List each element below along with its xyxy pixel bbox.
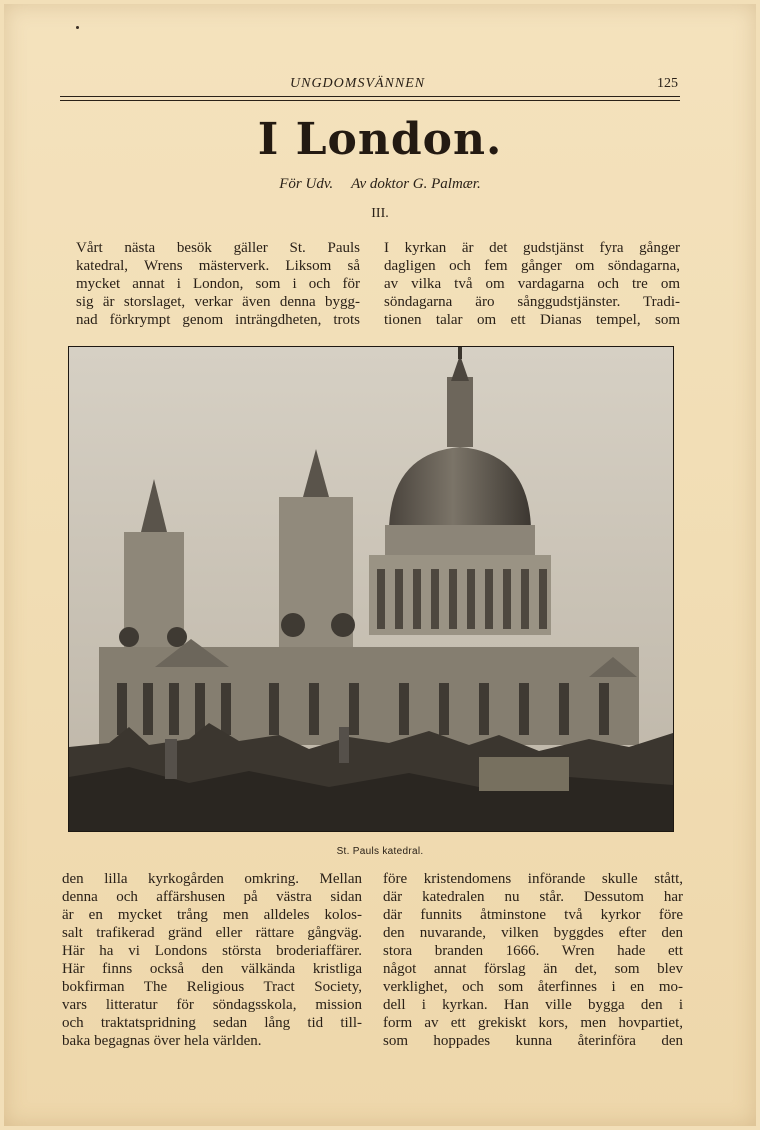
text-line: av vilka två om vardagarna och tre om (384, 276, 680, 292)
text-line: tionen talar om ett Dianas tempel, som (384, 312, 680, 328)
header-rule (60, 96, 680, 97)
photo-caption: St. Pauls katedral. (336, 846, 424, 857)
text-line: där funnits åtminstone två kyrkor före (383, 907, 683, 923)
text-line: baka begagnas över hela världen. (62, 1033, 262, 1049)
text-line: denna och affärshusen på västra sidan (62, 889, 362, 905)
text-line: form av ett grekiskt kors, men hovpartiet, (383, 1015, 683, 1031)
text-line: verklighet, och som återfinnes i en mo- (383, 979, 683, 995)
byline (0, 176, 760, 193)
top-right-column (384, 239, 680, 329)
header-rule-thin (60, 100, 680, 101)
bottom-left-column (62, 870, 362, 1050)
text-line: Vårt nästa besök gäller St. Pauls (76, 240, 360, 256)
running-header (60, 76, 680, 94)
text-line: salt trafikerad gränd eller rättare gångväg. (62, 925, 362, 941)
text-line: något annat förslag än det, som blev (383, 961, 683, 977)
text-line: före kristendomens införande skulle stått, (383, 871, 683, 887)
text-line: sig är storslaget, verkar även denna bygg- (76, 294, 360, 310)
text-line: stora branden 1666. Wren hade ett (383, 943, 683, 959)
text-line: vars litteratur för söndagsskola, mission (62, 997, 362, 1013)
text-line: bokfirman The Religious Tract Society, (62, 979, 362, 995)
article-title: I London. (257, 114, 503, 165)
text-line: mycket annat i London, som i och för (76, 276, 360, 292)
speck-mark (76, 26, 79, 29)
cathedral-photo (68, 346, 674, 832)
top-left-column (76, 239, 360, 329)
page-number: 125 (657, 76, 678, 91)
text-line: nad förkrympt genom inträngdheten, trots (76, 312, 360, 328)
text-line: dell i kyrkan. Han ville bygga den i (383, 997, 683, 1013)
text-line: katedral, Wrens mästerverk. Liksom så (76, 258, 360, 274)
text-line: som hoppades kunna återinföra den (383, 1033, 683, 1049)
text-line: och traktatspridning sedan lång tid till- (62, 1015, 362, 1031)
running-title: UNGDOMSVÄNNEN (290, 76, 426, 91)
text-line: Här ha vi Londons största broderiaffärer. (62, 943, 362, 959)
text-line: den lilla kyrkogården omkring. Mellan (62, 871, 362, 887)
text-line: den nuvarande, vilken byggdes efter den (383, 925, 683, 941)
text-line: dagligen och fem gånger om söndagarna, (384, 258, 680, 274)
text-line: där katedralen nu står. Dessutom har (383, 889, 683, 905)
text-line: är en mycket trång men alldeles kolos- (62, 907, 362, 923)
byline-source: För Udv. (279, 176, 334, 192)
text-line: I kyrkan är det gudstjänst fyra gånger (384, 240, 680, 256)
section-number: III. (371, 206, 389, 221)
text-line: söndagarna äro sånggudstjänster. Tradi- (384, 294, 680, 310)
text-line: Här finns också den välkända kristliga (62, 961, 362, 977)
byline-author: Av doktor G. Palmær. (351, 176, 481, 192)
bottom-right-column (383, 870, 683, 1050)
